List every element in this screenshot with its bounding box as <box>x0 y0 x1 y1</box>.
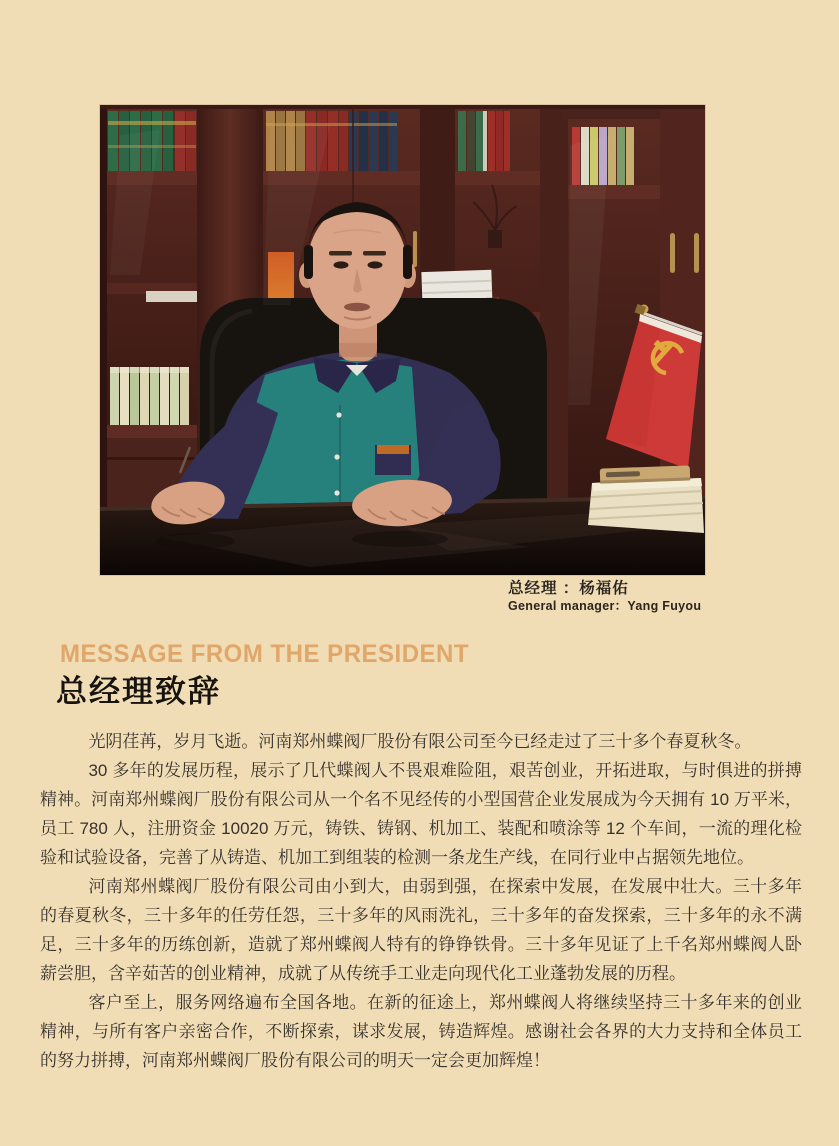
photo-canvas <box>100 105 705 575</box>
section-heading-en: MESSAGE FROM THE PRESIDENT <box>60 640 470 669</box>
paragraph-4: 客户至上，服务网络遍布全国各地。在新的征途上，郑州蝶阀人将继续坚持三十多年来的创业精神，与所有客户亲密合作，不断探索，谋求发展，铸造辉煌。感谢社会各界的大力支持和全体员工的努力拼搏，河南郑州蝶阀厂股份有限公司的明天一定会更加辉煌！ <box>40 993 802 1070</box>
photo-caption <box>508 579 701 615</box>
book-spines-top-right <box>458 111 510 171</box>
chest-pocket <box>375 445 411 475</box>
caption-manager-en: General manager：Yang Fuyou <box>508 599 702 613</box>
gold-phone <box>600 465 690 483</box>
paragraph-3: 河南郑州蝶阀厂股份有限公司由小到大，由弱到强，在探索中发展，在发展中壮大。三十多年的春夏秋冬，三十多年的任劳任怨，三十多年的风雨洗礼，三十多年的奋发探索，三十多年的永不满足，三十多年的历练创新，造就了郑州蝶阀人特有的铮铮铁骨。三十多年见证了上千名郑州蝶阀人卧薪尝胆，含辛茹苦的创业精神，成就了从传统手工业走向现代化工业蓬勃发展的历程。 <box>40 877 802 983</box>
paragraph-1: 光阴荏苒，岁月飞逝。河南郑州蝶阀厂股份有限公司至今已经走过了三十多个春夏秋冬。 <box>88 732 752 751</box>
president-photo <box>100 105 705 575</box>
president-message-body <box>40 727 802 1075</box>
paper-stack-left <box>146 291 198 302</box>
caption-manager-cn: 总经理 ：杨福佑 <box>508 580 629 597</box>
book-stack <box>588 465 704 533</box>
section-heading-cn: 总经理致辞 <box>56 674 221 709</box>
paragraph-2: 30 多年的发展历程，展示了几代蝶阀人不畏艰难险阻，艰苦创业，开拓进取，与时俱进的拼搏精神。河南郑州蝶阀厂股份有限公司从一个名不见经传的小型国营企业发展成为今天拥有 10 万平米，员工 780 人，注册资金 10020 万元，铸铁、铸钢、机加工、装配和喷涂等 12 个车间，一流的理化检验和试验设备，完善了从铸造、机加工到组装的检测一条龙生产线，在同行业中占据领先地位。 <box>40 761 802 867</box>
